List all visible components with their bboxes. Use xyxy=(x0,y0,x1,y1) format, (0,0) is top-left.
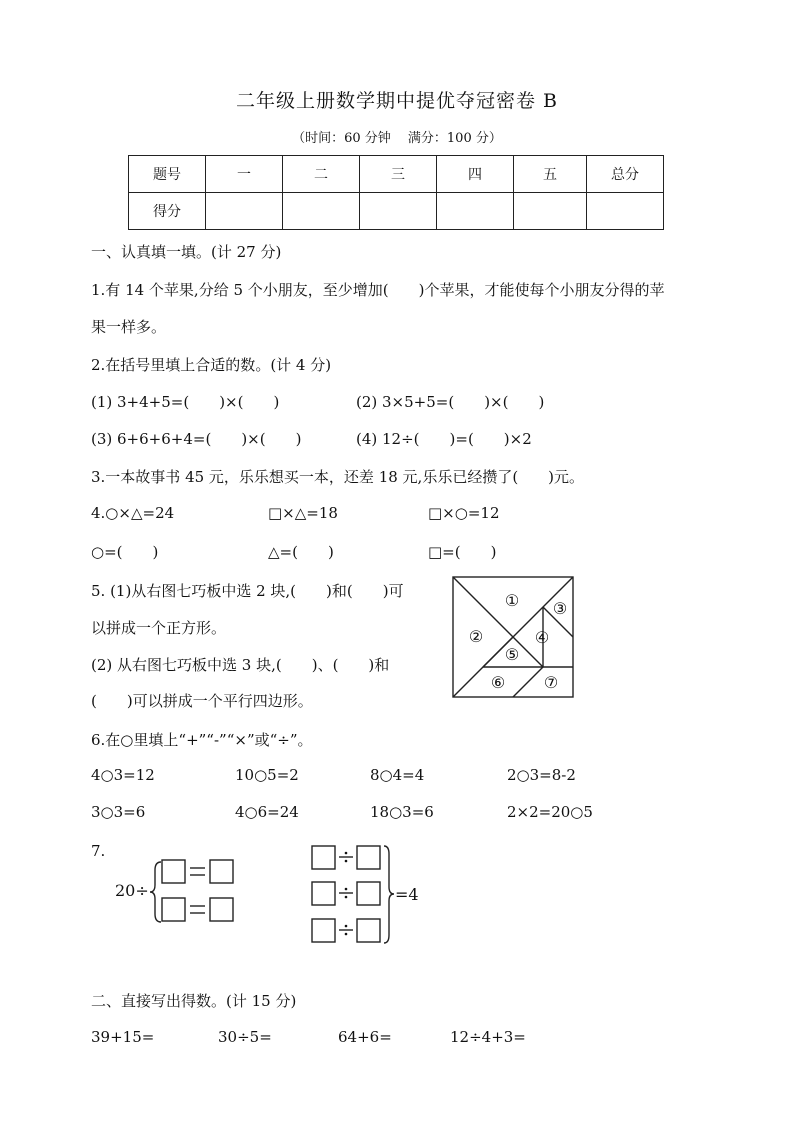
score-input-cell[interactable] xyxy=(587,193,664,230)
score-cell: 二 xyxy=(283,156,360,193)
score-cell: 得分 xyxy=(129,193,206,230)
q6-item: 18○3=6 xyxy=(370,803,434,821)
tangram-label: ① xyxy=(504,591,520,610)
score-input-cell[interactable] xyxy=(437,193,514,230)
q1-text: 1.有 14 个苹果,分给 5 个小朋友，至少增加( )个苹果，才能使每个小朋友分得的苹 xyxy=(91,281,665,299)
q6-item: 2○3=8-2 xyxy=(507,766,576,784)
calc-item: 12÷4+3= xyxy=(450,1028,526,1046)
q2-item: (1) 3+4+5=( )×( ) xyxy=(91,393,280,411)
tangram-label: ② xyxy=(468,627,484,646)
score-table-score-row xyxy=(129,193,664,230)
answer-box[interactable] xyxy=(357,846,380,869)
q2-item: (2) 3×5+5=( )×( ) xyxy=(356,393,545,411)
score-input-cell[interactable] xyxy=(283,193,360,230)
q4-answer: △=( ) xyxy=(268,543,334,561)
answer-box[interactable] xyxy=(312,846,335,869)
section2-heading: 二、直接写出得数。(计 15 分) xyxy=(91,992,297,1010)
score-input-cell[interactable] xyxy=(206,193,283,230)
tangram-label: ③ xyxy=(552,599,568,618)
divide-dot xyxy=(345,925,348,928)
q5-text: 5. (1)从右图七巧板中选 2 块,( )和( )可 xyxy=(91,582,404,600)
page-title: 二年级上册数学期中提优夺冠密卷 B xyxy=(235,90,558,112)
q7-left-figure xyxy=(112,856,242,928)
divide-dot xyxy=(345,896,348,899)
q2-item: (3) 6+6+6+4=( )×( ) xyxy=(91,430,302,448)
brace-icon xyxy=(384,846,394,943)
q5-text: 以拼成一个正方形。 xyxy=(91,619,227,637)
q6-item: 10○5=2 xyxy=(235,766,299,784)
q6-item: 3○3=6 xyxy=(91,803,146,821)
tangram-line xyxy=(453,577,543,667)
answer-box[interactable] xyxy=(162,860,185,883)
q4-equation: 4.○×△=24 xyxy=(91,504,175,522)
calc-item: 30÷5= xyxy=(218,1028,272,1046)
divide-dot xyxy=(345,852,348,855)
score-cell: 三 xyxy=(360,156,437,193)
score-input-cell[interactable] xyxy=(360,193,437,230)
tangram-line xyxy=(513,667,543,697)
q2-heading: 2.在括号里填上合适的数。(计 4 分) xyxy=(91,356,332,374)
q6-item: 4○3=12 xyxy=(91,766,155,784)
q6-item: 2×2=20○5 xyxy=(507,803,593,821)
score-table-header-row xyxy=(129,156,664,193)
score-cell: 一 xyxy=(206,156,283,193)
score-cell: 题号 xyxy=(129,156,206,193)
brace-icon xyxy=(150,862,161,922)
q6-item: 4○6=24 xyxy=(235,803,299,821)
q4-answer: ○=( ) xyxy=(91,543,159,561)
score-cell: 四 xyxy=(437,156,514,193)
q4-equation: □×○=12 xyxy=(428,504,500,522)
divide-dot xyxy=(345,933,348,936)
q7-label: 7. xyxy=(91,842,106,860)
exam-info: （时间：60 分钟 满分：100 分） xyxy=(292,131,502,146)
answer-box[interactable] xyxy=(357,919,380,942)
tangram-label: ⑥ xyxy=(490,673,506,692)
answer-box[interactable] xyxy=(210,860,233,883)
section1-heading: 一、认真填一填。(计 27 分) xyxy=(91,243,282,261)
answer-box[interactable] xyxy=(162,898,185,921)
q1-text-cont: 果一样多。 xyxy=(91,318,167,336)
answer-box[interactable] xyxy=(357,882,380,905)
q4-equation: □×△=18 xyxy=(268,504,338,522)
tangram-label: ④ xyxy=(534,628,550,647)
calc-item: 39+15= xyxy=(91,1028,155,1046)
answer-box[interactable] xyxy=(210,898,233,921)
q7-result: =4 xyxy=(395,885,419,904)
answer-box[interactable] xyxy=(312,919,335,942)
q5-text: (2) 从右图七巧板中选 3 块,( )、( )和 xyxy=(91,656,390,674)
q3-text: 3.一本故事书 45 元，乐乐想买一本，还差 18 元,乐乐已经攒了( )元。 xyxy=(91,468,585,486)
divide-dot xyxy=(345,860,348,863)
answer-box[interactable] xyxy=(312,882,335,905)
q6-heading: 6.在○里填上“+”“-”“×”或“÷”。 xyxy=(91,731,313,749)
score-input-cell[interactable] xyxy=(514,193,587,230)
tangram-label: ⑦ xyxy=(543,673,559,692)
q6-item: 8○4=4 xyxy=(370,766,425,784)
q7-right-figure xyxy=(308,842,428,948)
score-cell: 总分 xyxy=(587,156,664,193)
q5-text: ( )可以拼成一个平行四边形。 xyxy=(91,692,313,710)
q7-dividend: 20÷ xyxy=(115,881,149,900)
q4-answer: □=( ) xyxy=(428,543,497,561)
tangram-figure xyxy=(452,576,574,698)
score-cell: 五 xyxy=(514,156,587,193)
calc-item: 64+6= xyxy=(338,1028,392,1046)
score-table xyxy=(128,155,664,230)
q2-item: (4) 12÷( )=( )×2 xyxy=(356,430,532,448)
tangram-label: ⑤ xyxy=(504,645,520,664)
divide-dot xyxy=(345,888,348,891)
